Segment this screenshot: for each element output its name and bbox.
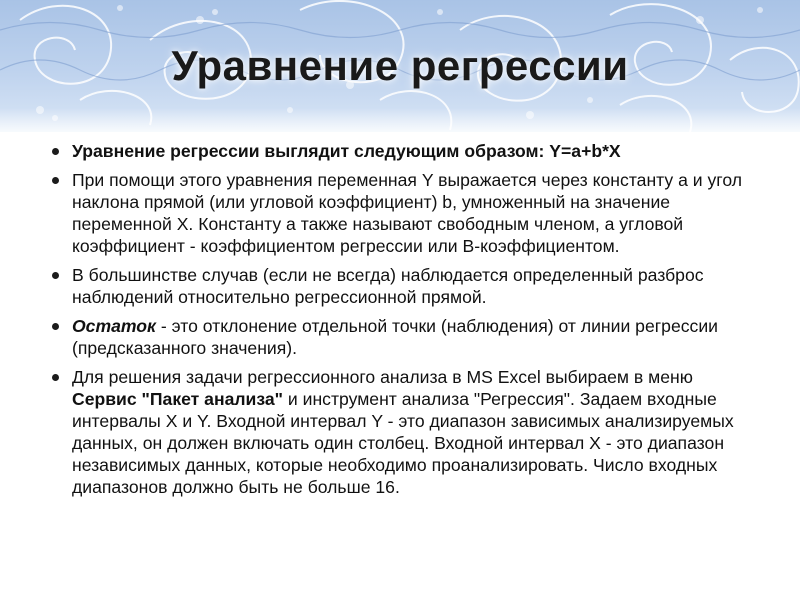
bullet-dot-icon bbox=[52, 323, 59, 330]
bullet-text: В большинстве случав (если не всегда) наблюдается определенный разброс наблюдений относительно регрессионной прямой. bbox=[72, 265, 704, 307]
bullet-dot-icon bbox=[52, 177, 59, 184]
bullet-dot-icon bbox=[52, 148, 59, 155]
bullet-item bbox=[50, 315, 750, 359]
slide-content bbox=[50, 140, 750, 505]
bullet-item bbox=[50, 264, 750, 308]
bullet-emphasis: Сервис "Пакет анализа" bbox=[72, 389, 284, 409]
bullet-text: и инструмент анализа "Регрессия". Задаем входные интервалы X и Y. Входной интервал Y - это диапазон зависимых анализируемых данных, он должен включать один столбец. Входной интервал X - это диапазон независимых данных, которые необходимо проанализировать. Число входных диапазонов должно быть не больше 16. bbox=[72, 389, 734, 497]
bullet-emphasis: Уравнение регрессии выглядит следующим образом: Y=a+b*X bbox=[72, 141, 621, 161]
bullet-dot-icon bbox=[52, 272, 59, 279]
bullet-list bbox=[50, 140, 750, 498]
bullet-text: При помощи этого уравнения переменная Y выражается через константу a и угол наклона прямой (или угловой коэффициент) b, умноженный на значение переменной X. Константу a также называют свободным членом, а угловой коэффициент - коэффициентом регрессии или B-коэффициентом. bbox=[72, 170, 742, 256]
bullet-text: - это отклонение отдельной точки (наблюдения) от линии регрессии (предсказанного значения). bbox=[72, 316, 718, 358]
bullet-emphasis: Остаток bbox=[72, 316, 156, 336]
bullet-dot-icon bbox=[52, 374, 59, 381]
header-fade bbox=[0, 108, 800, 138]
bullet-item bbox=[50, 169, 750, 257]
bullet-item bbox=[50, 366, 750, 498]
bullet-text: Для решения задачи регрессионного анализа в MS Excel выбираем в меню bbox=[72, 367, 693, 387]
slide-title: Уравнение регрессии bbox=[171, 42, 629, 89]
bullet-item bbox=[50, 140, 750, 162]
